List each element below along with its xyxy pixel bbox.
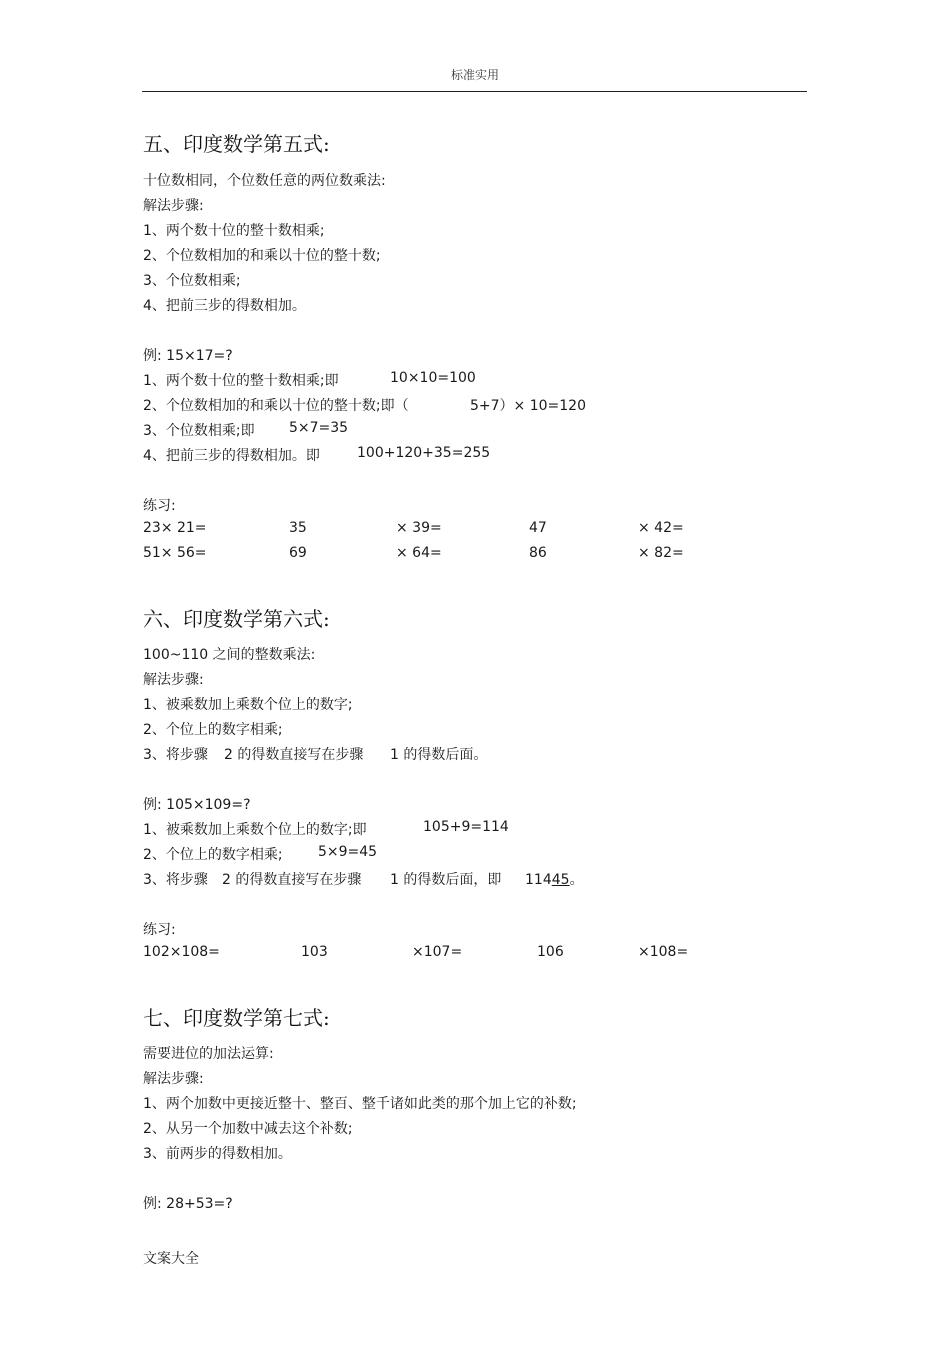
section-6-steps-label: 解法步骤: <box>143 672 204 688</box>
section-5-example-step: 3、个位数相乘;即 <box>143 423 255 439</box>
section-6-example-result <box>525 869 584 889</box>
practice-cell: × 42= <box>638 520 684 536</box>
practice-cell: 51× 56= <box>143 545 207 561</box>
section-6-step: 2、个位上的数字相乘; <box>143 722 283 738</box>
result-prefix: 114 <box>525 872 552 888</box>
practice-cell: × 39= <box>396 520 442 536</box>
section-7-step: 1、两个加数中更接近整十、整百、整千诸如此类的那个加上它的补数; <box>143 1096 577 1112</box>
page-footer: 文案大全 <box>143 1251 199 1267</box>
section-5-example-step: 4、把前三步的得数相加。即 <box>143 448 320 464</box>
section-5-intro: 十位数相同，个位数任意的两位数乘法: <box>143 173 386 189</box>
section-title-5: 五、印度数学第五式: <box>143 132 330 156</box>
section-title-6: 六、印度数学第六式: <box>143 607 330 631</box>
section-7-step: 2、从另一个加数中减去这个补数; <box>143 1121 353 1137</box>
practice-cell: 102×108= <box>143 944 220 960</box>
section-6-example-step: 3、将步骤 <box>143 872 208 888</box>
practice-cell: 35 <box>289 520 307 536</box>
section-5-step: 1、两个数十位的整十数相乘; <box>143 223 325 239</box>
practice-cell: ×108= <box>638 944 689 960</box>
practice-cell: 103 <box>301 944 328 960</box>
section-5-practice-label: 练习: <box>143 498 176 514</box>
section-6-step: 3、将步骤 <box>143 747 208 763</box>
section-5-example-value: 100+120+35=255 <box>357 445 491 461</box>
section-6-example-part: 1 的得数后面，即 <box>390 872 502 888</box>
practice-cell: ×107= <box>412 944 463 960</box>
section-5-steps-label: 解法步骤: <box>143 198 204 214</box>
practice-cell: 23× 21= <box>143 520 207 536</box>
practice-cell: 86 <box>529 545 547 561</box>
section-5-example-value: 5+7）× 10=120 <box>470 398 586 414</box>
section-6-example: 例: 105×109=? <box>143 797 251 813</box>
section-5-example-step: 2、个位数相加的和乘以十位的整十数;即（ <box>143 398 409 414</box>
practice-cell: 47 <box>529 520 547 536</box>
section-5-example: 例: 15×17=? <box>143 348 233 364</box>
section-6-example-part: 2 的得数直接写在步骤 <box>222 872 362 888</box>
section-7-example: 例: 28+53=? <box>143 1196 233 1212</box>
practice-cell: × 64= <box>396 545 442 561</box>
section-6-example-step: 1、被乘数加上乘数个位上的数字;即 <box>143 822 367 838</box>
section-5-step: 3、个位数相乘; <box>143 273 241 289</box>
section-6-step: 1、被乘数加上乘数个位上的数字; <box>143 697 353 713</box>
section-6-intro: 100~110 之间的整数乘法: <box>143 647 316 663</box>
section-7-intro: 需要进位的加法运算: <box>143 1046 274 1062</box>
section-6-step-part: 2 的得数直接写在步骤 <box>224 747 364 763</box>
practice-cell: 69 <box>289 545 307 561</box>
section-6-example-value: 5×9=45 <box>318 844 378 860</box>
section-6-step-part: 1 的得数后面。 <box>390 747 488 763</box>
section-5-example-value: 5×7=35 <box>289 420 349 436</box>
section-6-example-step: 2、个位上的数字相乘; <box>143 847 283 863</box>
section-5-step: 2、个位数相加的和乘以十位的整十数; <box>143 248 381 264</box>
page-header: 标准实用 <box>450 68 499 82</box>
header-rule <box>142 91 807 92</box>
section-5-example-step: 1、两个数十位的整十数相乘;即 <box>143 373 339 389</box>
result-period: 。 <box>569 872 584 888</box>
section-7-step: 3、前两步的得数相加。 <box>143 1146 292 1162</box>
section-5-example-value: 10×10=100 <box>390 370 476 386</box>
section-5-step: 4、把前三步的得数相加。 <box>143 298 306 314</box>
practice-cell: × 82= <box>638 545 684 561</box>
practice-cell: 106 <box>537 944 564 960</box>
section-6-example-value: 105+9=114 <box>423 819 509 835</box>
result-underlined: 45 <box>551 872 570 888</box>
section-title-7: 七、印度数学第七式: <box>143 1006 330 1030</box>
section-7-steps-label: 解法步骤: <box>143 1071 204 1087</box>
section-6-practice-label: 练习: <box>143 922 176 938</box>
